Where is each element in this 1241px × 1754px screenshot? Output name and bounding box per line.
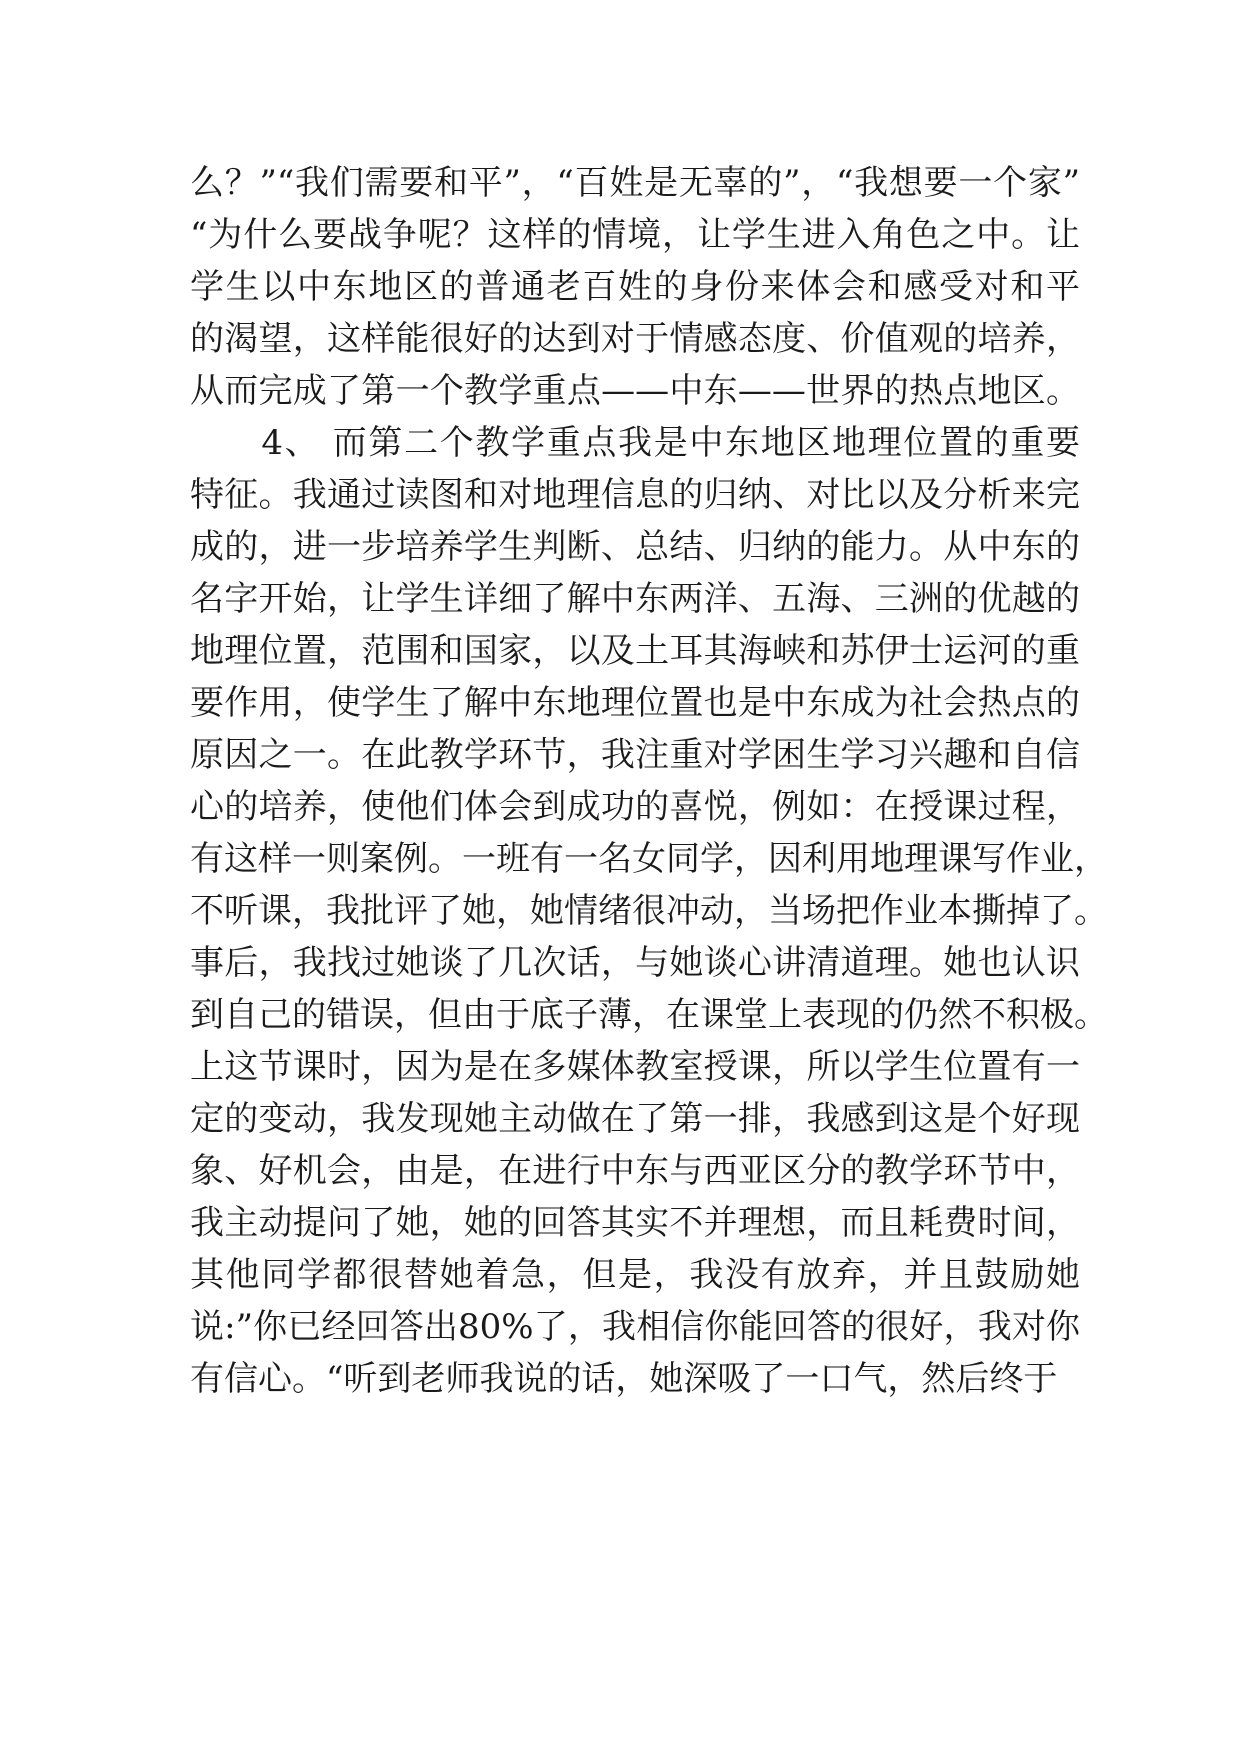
- text-line: 说:”你已经回答出80%了，我相信你能回答的很好，我对你: [190, 1307, 1080, 1347]
- text-line: 不听课，我批评了她，她情绪很冲动，当场把作业本撕掉了。: [190, 891, 1108, 931]
- text-line: 其他同学都很替她着急，但是，我没有放弃，并且鼓励她: [190, 1255, 1080, 1295]
- text-line: 心的培养，使他们体会到成功的喜悦，例如：在授课过程，: [190, 787, 1080, 827]
- text-line: 学生以中东地区的普通老百姓的身份来体会和感受对和平: [190, 267, 1080, 307]
- text-line: 特征。我通过读图和对地理信息的归纳、对比以及分析来完: [190, 475, 1080, 515]
- text-line: 定的变动，我发现她主动做在了第一排，我感到这是个好现: [190, 1099, 1080, 1139]
- text-line: 名字开始，让学生详细了解中东两洋、五海、三洲的优越的: [190, 579, 1080, 619]
- text-line: 有信心。“听到老师我说的话，她深吸了一口气，然后终于: [190, 1359, 1058, 1399]
- text-line: 象、好机会，由是，在进行中东与西亚区分的教学环节中，: [190, 1151, 1080, 1191]
- text-line: 上这节课时，因为是在多媒体教室授课，所以学生位置有一: [190, 1047, 1080, 1087]
- text-line: 事后，我找过她谈了几次话，与她谈心讲清道理。她也认识: [190, 943, 1080, 983]
- text-line: 原因之一。在此教学环节，我注重对学困生学习兴趣和自信: [190, 735, 1080, 775]
- text-line: 地理位置，范围和国家，以及土耳其海峡和苏伊士运河的重: [190, 631, 1080, 671]
- text-line: “为什么要战争呢？这样的情境，让学生进入角色之中。让: [190, 215, 1080, 255]
- text-line: 要作用，使学生了解中东地理位置也是中东成为社会热点的: [190, 683, 1080, 723]
- text-line: 成的，进一步培养学生判断、总结、归纳的能力。从中东的: [190, 527, 1080, 567]
- text-line: 的渴望，这样能很好的达到对于情感态度、价值观的培养，: [190, 319, 1080, 359]
- text-line: 从而完成了第一个教学重点——中东——世界的热点地区。: [190, 371, 1080, 411]
- text-line: 有这样一则案例。一班有一名女同学，因利用地理课写作业，: [190, 839, 1108, 879]
- text-line: 4、 而第二个教学重点我是中东地区地理位置的重要: [190, 423, 1080, 463]
- text-line: 到自己的错误，但由于底子薄，在课堂上表现的仍然不积极。: [190, 995, 1108, 1035]
- text-line: 我主动提问了她，她的回答其实不并理想，而且耗费时间，: [190, 1203, 1080, 1243]
- body-text: [190, 157, 1108, 1405]
- text-line: 么？”“我们需要和平”，“百姓是无辜的”，“我想要一个家”: [190, 163, 1080, 203]
